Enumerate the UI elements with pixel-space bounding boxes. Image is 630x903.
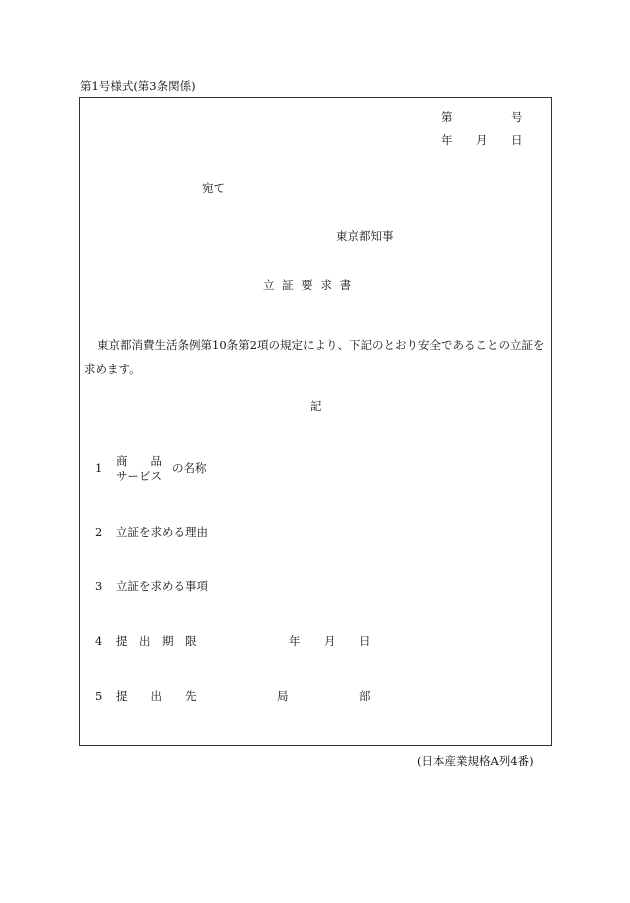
number-prefix: 第: [441, 110, 453, 124]
issuer: 東京都知事: [336, 229, 394, 243]
item-5-label: 提 出 先: [116, 689, 197, 703]
item-4-day: 日: [359, 634, 371, 648]
item-3-number: 3: [95, 579, 103, 593]
footer-note: (日本産業規格A列4番): [417, 754, 534, 768]
item-1-label-bottom: サービス: [116, 469, 162, 483]
date-day: 日: [511, 133, 523, 147]
item-3-label: 立証を求める事項: [116, 579, 208, 593]
date-month: 月: [476, 133, 488, 147]
body-text: 東京都消費生活条例第10条第2項の規定により、下記のとおり安全であることの立証を求めます。: [84, 338, 545, 376]
item-4-month: 月: [324, 634, 336, 648]
item-4-label: 提 出 期 限: [116, 634, 197, 648]
item-5-number: 5: [95, 689, 103, 703]
item-5-bu: 部: [359, 689, 371, 703]
form-label: 第1号様式(第3条関係): [80, 79, 196, 93]
date-year: 年: [441, 133, 453, 147]
item-1-label-top: 商 品: [116, 454, 162, 468]
number-suffix: 号: [511, 110, 523, 124]
item-4-year: 年: [289, 634, 301, 648]
item-5-kyoku: 局: [277, 689, 289, 703]
ki-heading: 記: [310, 399, 322, 413]
form-frame: [79, 97, 552, 746]
item-2-number: 2: [95, 525, 103, 539]
item-1-number: 1: [95, 461, 103, 475]
item-4-number: 4: [95, 634, 103, 648]
addressee: 宛て: [202, 181, 225, 195]
document-title: 立 証 要 求 書: [263, 278, 354, 292]
item-1-suffix: の名称: [172, 461, 207, 475]
item-2-label: 立証を求める理由: [116, 525, 208, 539]
